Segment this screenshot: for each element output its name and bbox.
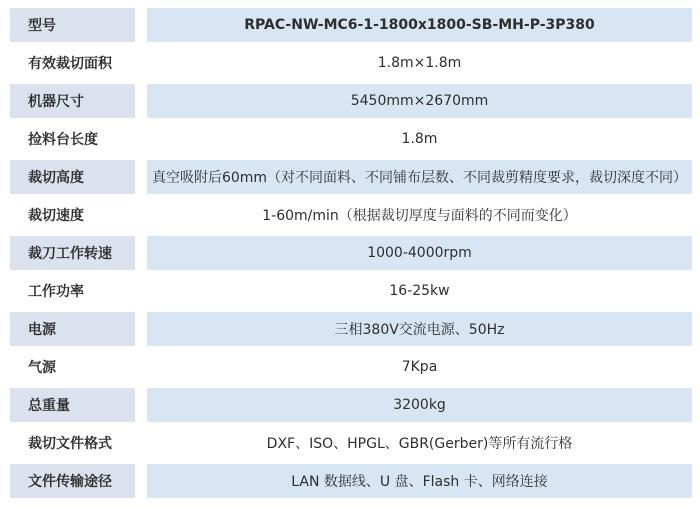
row-value: 16-25kw [389,283,450,299]
table-row [10,312,692,346]
row-label: 有效裁切面积 [28,56,112,72]
table-row [10,350,692,384]
table-row [10,122,692,156]
row-label: 型号 [10,8,135,42]
table-row [10,274,692,308]
row-label: 裁切速度 [28,208,84,224]
row-value: 7Kpa [401,359,438,375]
table-row [10,84,692,118]
row-label: 文件传输途径 [10,464,135,498]
table-row [10,8,692,42]
row-value-model: RPAC-NW-MC6-1-1800x1800-SB-MH-P-3P380 [147,8,692,42]
row-value: 1.8m [401,131,438,147]
row-label: 机器尺寸 [10,84,135,118]
row-label: 电源 [10,312,135,346]
row-label: 裁切高度 [10,160,135,194]
row-value: 5450mm×2670mm [147,84,692,118]
row-label: 捡料台长度 [28,132,98,148]
table-row [10,464,692,498]
row-value: LAN 数据线、U 盘、Flash 卡、网络连接 [147,464,692,498]
row-value: 1.8m×1.8m [377,55,462,71]
table-row [10,388,692,422]
row-label: 裁切文件格式 [28,436,112,452]
row-value: 三相380V交流电源、50Hz [147,312,692,346]
table-row [10,160,692,194]
table-row [10,46,692,80]
row-value: DXF、ISO、HPGL、GBR(Gerber)等所有流行格 [266,436,573,452]
row-label: 裁刀工作转速 [10,236,135,270]
row-label: 总重量 [10,388,135,422]
row-label: 工作功率 [28,284,84,300]
table-row [10,236,692,270]
row-value: 1000-4000rpm [147,236,692,270]
table-row [10,198,692,232]
table-row [10,426,692,460]
row-value: 3200kg [147,388,692,422]
row-label: 气源 [28,360,56,376]
row-value: 1-60m/min（根据裁切厚度与面料的不同而变化） [262,208,577,224]
row-value: 真空吸附后60mm（对不同面料、不同铺布层数、不同裁剪精度要求，裁切深度不同） [147,160,692,194]
